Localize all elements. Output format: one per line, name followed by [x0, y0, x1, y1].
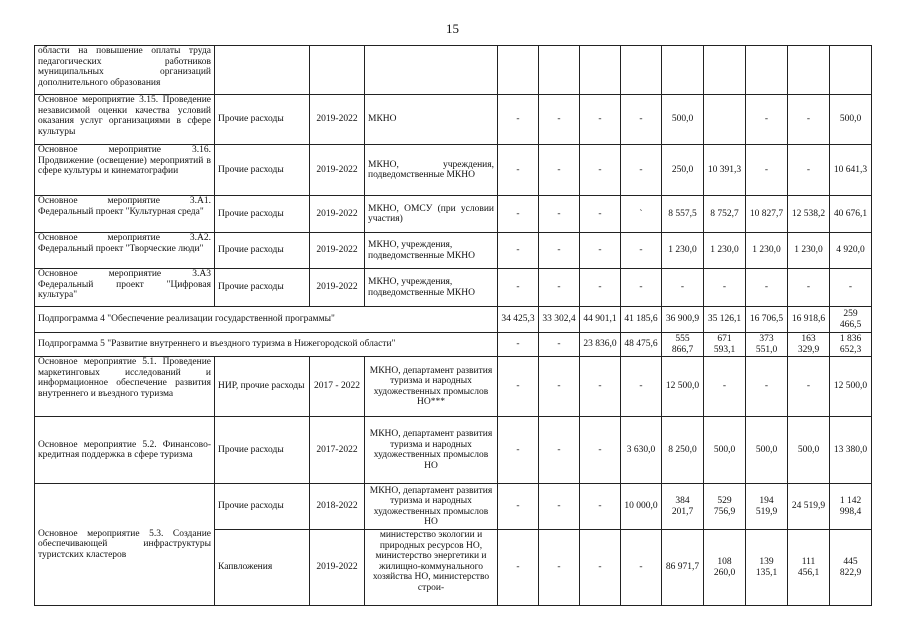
- value-cell: 10 391,3: [704, 145, 746, 196]
- measure-name: области на повышение оплаты труда педагогических работников муниципальных организаций дополнительного образования: [35, 46, 215, 95]
- value-cell: -: [498, 269, 539, 307]
- table-row: [35, 145, 872, 196]
- table-row: [35, 357, 872, 417]
- value-cell: 1 142 998,4: [830, 484, 872, 530]
- value-cell: 500,0: [746, 417, 788, 484]
- value-cell: 12 500,0: [662, 357, 704, 417]
- value-cell: -: [539, 196, 580, 233]
- value-cell: -: [788, 357, 830, 417]
- measure-name: Основное мероприятие 5.3. Создание обеспечивающей инфраструктуры туристских кластеров: [35, 484, 215, 606]
- value-cell: 111 456,1: [788, 530, 830, 606]
- value-cell: -: [788, 145, 830, 196]
- value-cell: 34 425,3: [498, 307, 539, 333]
- executor: МКНО, департамент развития туризма и народных художественных промыслов НО: [365, 484, 498, 530]
- value-cell: -: [746, 269, 788, 307]
- value-cell: -: [539, 484, 580, 530]
- executor: МКНО, учреждения, подведомственные МКНО: [365, 269, 498, 307]
- years: 2018-2022: [310, 484, 365, 530]
- value-cell: -: [539, 233, 580, 269]
- value-cell: 500,0: [788, 417, 830, 484]
- value-cell: -: [498, 95, 539, 145]
- value-cell: [704, 95, 746, 145]
- value-cell: 500,0: [704, 417, 746, 484]
- measure-name: Основное мероприятие 3.А2. Федеральный проект "Творческие люди": [35, 233, 215, 269]
- value-cell: 139 135,1: [746, 530, 788, 606]
- years: 2019-2022: [310, 145, 365, 196]
- value-cell: -: [704, 357, 746, 417]
- expense-type: Прочие расходы: [215, 95, 310, 145]
- years: 2019-2022: [310, 95, 365, 145]
- value-cell: 86 971,7: [662, 530, 704, 606]
- value-cell: -: [621, 233, 662, 269]
- expense-type: Прочие расходы: [215, 145, 310, 196]
- value-cell: -: [580, 95, 621, 145]
- value-cell: -: [498, 233, 539, 269]
- value-cell: 250,0: [662, 145, 704, 196]
- executor: МКНО, ОМСУ (при условии участия): [365, 196, 498, 233]
- value-cell: -: [580, 484, 621, 530]
- value-cell: -: [498, 417, 539, 484]
- value-cell: 33 302,4: [539, 307, 580, 333]
- value-cell: 10 827,7: [746, 196, 788, 233]
- value-cell: 445 822,9: [830, 530, 872, 606]
- page-number: 15: [446, 21, 459, 36]
- value-cell: 12 500,0: [830, 357, 872, 417]
- expense-type: Прочие расходы: [215, 417, 310, 484]
- value-cell: 40 676,1: [830, 196, 872, 233]
- value-cell: -: [580, 196, 621, 233]
- table-row: [35, 269, 872, 307]
- value-cell: 8 557,5: [662, 196, 704, 233]
- value-cell: 44 901,1: [580, 307, 621, 333]
- years: 2019-2022: [310, 196, 365, 233]
- value-cell: -: [498, 484, 539, 530]
- measure-name: Основное мероприятие 3.15. Проведение независимой оценки качества условий оказания услуг организациями в сфере культуры: [35, 95, 215, 145]
- value-cell: 500,0: [662, 95, 704, 145]
- value-cell: 1 836 652,3: [830, 333, 872, 357]
- years: 2017 - 2022: [310, 357, 365, 417]
- value-cell: -: [539, 417, 580, 484]
- years: 2019-2022: [310, 269, 365, 307]
- value-cell: -: [539, 333, 580, 357]
- value-cell: -: [704, 269, 746, 307]
- value-cell: 1 230,0: [704, 233, 746, 269]
- value-cell: -: [498, 530, 539, 606]
- value-cell: 384 201,7: [662, 484, 704, 530]
- value-cell: -: [539, 145, 580, 196]
- value-cell: -: [539, 530, 580, 606]
- table-row: [35, 417, 872, 484]
- measure-name: Основное мероприятие 5.1. Проведение маркетинговых исследований и информационное обеспечение развития внутреннего и въездного туризма: [35, 357, 215, 417]
- value-cell: 36 900,9: [662, 307, 704, 333]
- subprogram-title: Подпрограмма 4 "Обеспечение реализации государственной программы": [35, 307, 498, 333]
- value-cell: 16 918,6: [788, 307, 830, 333]
- value-cell: 24 519,9: [788, 484, 830, 530]
- value-cell: -: [621, 145, 662, 196]
- expense-type: НИР, прочие расходы: [215, 357, 310, 417]
- expense-type: Прочие расходы: [215, 196, 310, 233]
- expense-type: Капвложения: [215, 530, 310, 606]
- value-cell: -: [498, 357, 539, 417]
- value-cell: -: [580, 233, 621, 269]
- value-cell: -: [621, 357, 662, 417]
- executor: МКНО, учреждения, подведомственные МКНО: [365, 233, 498, 269]
- value-cell: 1 230,0: [662, 233, 704, 269]
- value-cell: -: [788, 95, 830, 145]
- years: 2019-2022: [310, 530, 365, 606]
- value-cell: 529 756,9: [704, 484, 746, 530]
- table-row: [35, 233, 872, 269]
- value-cell: 163 329,9: [788, 333, 830, 357]
- measure-name: Основное мероприятие 3.16. Продвижение (освещение) мероприятий в сфере культуры и кинематографии: [35, 145, 215, 196]
- executor: министерство экологии и природных ресурсов НО, министерство энергетики и жилищно-коммунального хозяйства НО, министерство строи-: [365, 530, 498, 606]
- value-cell: 8 250,0: [662, 417, 704, 484]
- value-cell: 10 000,0: [621, 484, 662, 530]
- measure-name: Основное мероприятие 3.А3 Федеральный проект "Цифровая культура": [35, 269, 215, 307]
- value-cell: 12 538,2: [788, 196, 830, 233]
- measure-name: Основное мероприятие 3.А1. Федеральный проект "Культурная среда": [35, 196, 215, 233]
- value-cell: 555 866,7: [662, 333, 704, 357]
- value-cell: -: [580, 530, 621, 606]
- value-cell: 3 630,0: [621, 417, 662, 484]
- value-cell: 48 475,6: [621, 333, 662, 357]
- value-cell: -: [746, 95, 788, 145]
- table-row: [35, 95, 872, 145]
- value-cell: 1 230,0: [746, 233, 788, 269]
- subprogram-title: Подпрограмма 5 "Развитие внутреннего и въездного туризма в Нижегородской области": [35, 333, 498, 357]
- measure-name: Основное мероприятие 5.2. Финансово-кредитная поддержка в сфере туризма: [35, 417, 215, 484]
- value-cell: 16 706,5: [746, 307, 788, 333]
- table-row: [35, 484, 872, 530]
- value-cell: -: [580, 357, 621, 417]
- value-cell: 259 466,5: [830, 307, 872, 333]
- value-cell: -: [580, 145, 621, 196]
- value-cell: -: [746, 357, 788, 417]
- value-cell: -: [580, 269, 621, 307]
- value-cell: 4 920,0: [830, 233, 872, 269]
- value-cell: 373 551,0: [746, 333, 788, 357]
- executor: МКНО, учреждения, подведомственные МКНО: [365, 145, 498, 196]
- value-cell: 23 836,0: [580, 333, 621, 357]
- years: 2019-2022: [310, 233, 365, 269]
- value-cell: 35 126,1: [704, 307, 746, 333]
- value-cell: -: [662, 269, 704, 307]
- value-cell: `: [621, 196, 662, 233]
- value-cell: -: [830, 269, 872, 307]
- expense-type: Прочие расходы: [215, 269, 310, 307]
- value-cell: 1 230,0: [788, 233, 830, 269]
- value-cell: -: [498, 145, 539, 196]
- value-cell: -: [580, 417, 621, 484]
- value-cell: -: [539, 95, 580, 145]
- value-cell: -: [621, 530, 662, 606]
- years: 2017-2022: [310, 417, 365, 484]
- value-cell: 13 380,0: [830, 417, 872, 484]
- value-cell: 108 260,0: [704, 530, 746, 606]
- value-cell: -: [746, 145, 788, 196]
- value-cell: 8 752,7: [704, 196, 746, 233]
- table-row: [35, 307, 872, 333]
- executor: МКНО, департамент развития туризма и народных художественных промыслов НО***: [365, 357, 498, 417]
- executor: МКНО: [365, 95, 498, 145]
- value-cell: -: [621, 269, 662, 307]
- value-cell: -: [539, 357, 580, 417]
- value-cell: -: [621, 95, 662, 145]
- value-cell: -: [788, 269, 830, 307]
- value-cell: 41 185,6: [621, 307, 662, 333]
- value-cell: 10 641,3: [830, 145, 872, 196]
- value-cell: 500,0: [830, 95, 872, 145]
- expense-type: Прочие расходы: [215, 233, 310, 269]
- expense-type: Прочие расходы: [215, 484, 310, 530]
- value-cell: -: [498, 196, 539, 233]
- value-cell: 671 593,1: [704, 333, 746, 357]
- table-row: [35, 333, 872, 357]
- table-row: [35, 196, 872, 233]
- executor: МКНО, департамент развития туризма и народных художественных промыслов НО: [365, 417, 498, 484]
- budget-table: [34, 45, 872, 606]
- table-row: [35, 46, 872, 95]
- value-cell: -: [498, 333, 539, 357]
- value-cell: 194 519,9: [746, 484, 788, 530]
- value-cell: -: [539, 269, 580, 307]
